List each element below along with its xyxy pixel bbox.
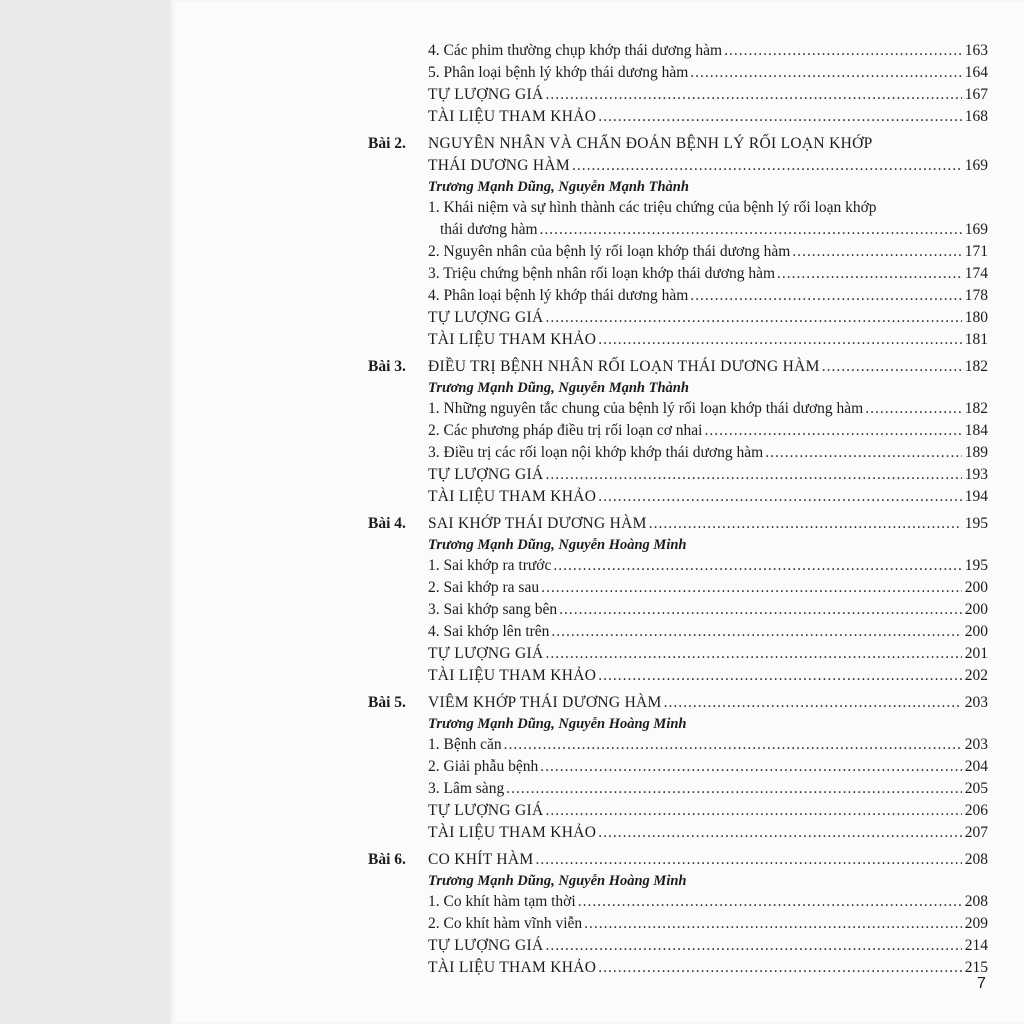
toc-entry[interactable] xyxy=(368,891,988,913)
dot-leader xyxy=(559,599,962,621)
dot-leader xyxy=(545,643,962,665)
toc-entry[interactable] xyxy=(368,40,988,62)
entry-text: 1. Những nguyên tắc chung của bệnh lý rối loạn khớp thái dương hàm xyxy=(428,400,864,417)
page-ref: 164 xyxy=(964,64,988,81)
entry-text: TÀI LIỆU THAM KHẢO xyxy=(428,488,597,505)
chapter-heading[interactable] xyxy=(368,133,988,155)
dot-leader xyxy=(704,420,962,442)
entry-text: 2. Sai khớp ra sau xyxy=(428,579,540,596)
entry-text: 3. Điều trị các rối loạn nội khớp khớp thái dương hàm xyxy=(428,444,764,461)
page-ref: 193 xyxy=(964,466,988,483)
toc-entry[interactable] xyxy=(368,486,988,508)
entry-text: 4. Các phim thường chụp khớp thái dương hàm xyxy=(428,42,723,59)
page-ref: 202 xyxy=(964,667,988,684)
page-ref: 200 xyxy=(964,579,988,596)
dot-leader xyxy=(540,756,962,778)
toc-entry[interactable] xyxy=(368,957,988,979)
page-ref: 167 xyxy=(964,86,988,103)
entry-text: 3. Lâm sàng xyxy=(428,780,505,797)
toc-entry[interactable] xyxy=(368,643,988,665)
page-ref: 203 xyxy=(964,694,988,711)
chapter-heading-end[interactable] xyxy=(368,155,988,177)
toc-entry[interactable] xyxy=(368,599,988,621)
dot-leader xyxy=(690,285,962,307)
dot-leader xyxy=(598,665,962,687)
dot-leader xyxy=(541,577,962,599)
chapter-authors: Trương Mạnh Dũng, Nguyễn Mạnh Thành xyxy=(428,179,689,195)
chapter-title: ĐIỀU TRỊ BỆNH NHÂN RỐI LOẠN THÁI DƯƠNG HÀM xyxy=(428,358,820,375)
dot-leader xyxy=(504,734,962,756)
entry-text: thái dương hàm xyxy=(440,221,538,238)
page-ref: 194 xyxy=(964,488,988,505)
dot-leader xyxy=(598,957,962,979)
chapter-authors: Trương Mạnh Dũng, Nguyễn Hoàng Minh xyxy=(428,537,687,553)
entry-text: TỰ LƯỢNG GIÁ xyxy=(428,802,544,819)
page-ref: 163 xyxy=(964,42,988,59)
toc-entry[interactable] xyxy=(368,665,988,687)
page-ref: 168 xyxy=(964,108,988,125)
entry-text: TỰ LƯỢNG GIÁ xyxy=(428,309,544,326)
chapter-authors: Trương Mạnh Dũng, Nguyễn Hoàng Minh xyxy=(428,873,687,889)
entry-text: TỰ LƯỢNG GIÁ xyxy=(428,645,544,662)
toc-entry[interactable] xyxy=(368,263,988,285)
page-ref: 184 xyxy=(964,422,988,439)
dot-leader xyxy=(545,800,962,822)
toc-entry[interactable] xyxy=(368,734,988,756)
entry-text: 3. Sai khớp sang bên xyxy=(428,601,558,618)
chapter-authors: Trương Mạnh Dũng, Nguyễn Hoàng Minh xyxy=(428,716,687,732)
entry-text: 2. Các phương pháp điều trị rối loạn cơ nhai xyxy=(428,422,703,439)
toc-entry[interactable] xyxy=(368,398,988,420)
page-number: 7 xyxy=(977,975,986,992)
dot-leader xyxy=(545,935,962,957)
toc-entry[interactable] xyxy=(368,106,988,128)
entry-text[interactable]: 1. Khái niệm và sự hình thành các triệu chứng của bệnh lý rối loạn khớp xyxy=(428,199,877,216)
entry-text: 1. Co khít hàm tạm thời xyxy=(428,893,576,910)
entry-text: 2. Giải phẫu bệnh xyxy=(428,758,539,775)
dot-leader xyxy=(724,40,962,62)
dot-leader xyxy=(506,778,962,800)
page-ref: 205 xyxy=(964,780,988,797)
dot-leader xyxy=(536,849,963,871)
dot-leader xyxy=(598,329,962,351)
entry-text: TỰ LƯỢNG GIÁ xyxy=(428,937,544,954)
dot-leader xyxy=(598,486,962,508)
toc-entry[interactable] xyxy=(368,800,988,822)
toc-entry[interactable] xyxy=(368,913,988,935)
entry-text: TÀI LIỆU THAM KHẢO xyxy=(428,108,597,125)
chapter-label: Bài 3. xyxy=(368,358,406,375)
toc-entry[interactable] xyxy=(368,577,988,599)
chapter-title: THÁI DƯƠNG HÀM xyxy=(428,157,570,174)
toc-entry[interactable] xyxy=(368,62,988,84)
toc-entry[interactable] xyxy=(368,822,988,844)
toc-entry[interactable] xyxy=(368,555,988,577)
page-ref: 189 xyxy=(964,444,988,461)
page-ref: 201 xyxy=(964,645,988,662)
chapter-label: Bài 2. xyxy=(368,135,406,152)
page-ref: 182 xyxy=(964,400,988,417)
chapter-title: VIÊM KHỚP THÁI DƯƠNG HÀM xyxy=(428,694,662,711)
dot-leader xyxy=(664,692,962,714)
entry-text: 5. Phân loại bệnh lý khớp thái dương hàm xyxy=(428,64,689,81)
dot-leader xyxy=(578,891,962,913)
page-ref: 182 xyxy=(964,358,988,375)
dot-leader xyxy=(792,241,962,263)
page-ref: 208 xyxy=(964,893,988,910)
toc-entry[interactable] xyxy=(368,420,988,442)
toc-entry[interactable] xyxy=(368,464,988,486)
book-page xyxy=(170,0,1024,1024)
chapter-heading[interactable] xyxy=(368,356,988,378)
toc-entry[interactable] xyxy=(368,285,988,307)
page-ref: 209 xyxy=(964,915,988,932)
page-ref: 215 xyxy=(964,959,988,976)
entry-text: 2. Nguyên nhân của bệnh lý rối loạn khớp thái dương hàm xyxy=(428,243,791,260)
page-ref: 203 xyxy=(964,736,988,753)
dot-leader xyxy=(598,822,962,844)
toc-entry[interactable] xyxy=(368,329,988,351)
dot-leader xyxy=(545,307,962,329)
page-ref: 204 xyxy=(964,758,988,775)
chapter-heading[interactable] xyxy=(368,513,988,535)
dot-leader xyxy=(649,513,962,535)
toc-entry[interactable] xyxy=(368,442,988,464)
entry-text: 2. Co khít hàm vĩnh viễn xyxy=(428,915,583,932)
entry-text: TÀI LIỆU THAM KHẢO xyxy=(428,667,597,684)
page-ref: 208 xyxy=(964,851,988,868)
entry-text: TÀI LIỆU THAM KHẢO xyxy=(428,959,597,976)
page-ref: 200 xyxy=(964,623,988,640)
chapter-title: NGUYÊN NHÂN VÀ CHẨN ĐOÁN BỆNH LÝ RỐI LOẠN KHỚP xyxy=(428,135,873,152)
toc-entry[interactable] xyxy=(368,756,988,778)
dot-leader xyxy=(865,398,962,420)
chapter-heading[interactable] xyxy=(368,692,988,714)
entry-text: 3. Triệu chứng bệnh nhân rối loạn khớp thái dương hàm xyxy=(428,265,776,282)
page-ref: 169 xyxy=(964,157,988,174)
entry-text: TÀI LIỆU THAM KHẢO xyxy=(428,824,597,841)
entry-text: 1. Bệnh căn xyxy=(428,736,502,753)
page-ref: 178 xyxy=(964,287,988,304)
dot-leader xyxy=(822,356,962,378)
page-ref: 181 xyxy=(964,331,988,348)
entry-text: 4. Sai khớp lên trên xyxy=(428,623,550,640)
entry-text: TỰ LƯỢNG GIÁ xyxy=(428,86,544,103)
dot-leader xyxy=(551,621,962,643)
page-ref: 200 xyxy=(964,601,988,618)
page-ref: 171 xyxy=(964,243,988,260)
toc-entry[interactable] xyxy=(368,621,988,643)
entry-text: TÀI LIỆU THAM KHẢO xyxy=(428,331,597,348)
chapter-heading[interactable] xyxy=(368,849,988,871)
page-ref: 206 xyxy=(964,802,988,819)
dot-leader xyxy=(545,84,962,106)
page-ref: 180 xyxy=(964,309,988,326)
chapter-label: Bài 5. xyxy=(368,694,406,711)
page-ref: 195 xyxy=(964,557,988,574)
chapter-title: SAI KHỚP THÁI DƯƠNG HÀM xyxy=(428,515,647,532)
chapter-title: CO KHÍT HÀM xyxy=(428,851,534,868)
entry-text: 1. Sai khớp ra trước xyxy=(428,557,552,574)
entry-text: 4. Phân loại bệnh lý khớp thái dương hàm xyxy=(428,287,689,304)
dot-leader xyxy=(584,913,962,935)
dot-leader xyxy=(572,155,962,177)
toc-entry[interactable] xyxy=(368,307,988,329)
toc-entry[interactable] xyxy=(368,84,988,106)
page-ref: 207 xyxy=(964,824,988,841)
chapter-label: Bài 4. xyxy=(368,515,406,532)
toc-entry[interactable] xyxy=(368,778,988,800)
dot-leader xyxy=(545,464,962,486)
page-ref: 174 xyxy=(964,265,988,282)
toc-entry[interactable] xyxy=(368,219,988,241)
dot-leader xyxy=(777,263,962,285)
chapter-label: Bài 6. xyxy=(368,851,406,868)
chapter-authors: Trương Mạnh Dũng, Nguyễn Mạnh Thành xyxy=(428,380,689,396)
dot-leader xyxy=(598,106,962,128)
toc-entry[interactable] xyxy=(368,241,988,263)
page-ref: 195 xyxy=(964,515,988,532)
page-ref: 214 xyxy=(964,937,988,954)
dot-leader xyxy=(540,219,962,241)
toc-entry[interactable] xyxy=(368,935,988,957)
table-of-contents xyxy=(368,40,988,979)
dot-leader xyxy=(765,442,962,464)
dot-leader xyxy=(690,62,962,84)
dot-leader xyxy=(553,555,962,577)
entry-text: TỰ LƯỢNG GIÁ xyxy=(428,466,544,483)
page-ref: 169 xyxy=(964,221,988,238)
